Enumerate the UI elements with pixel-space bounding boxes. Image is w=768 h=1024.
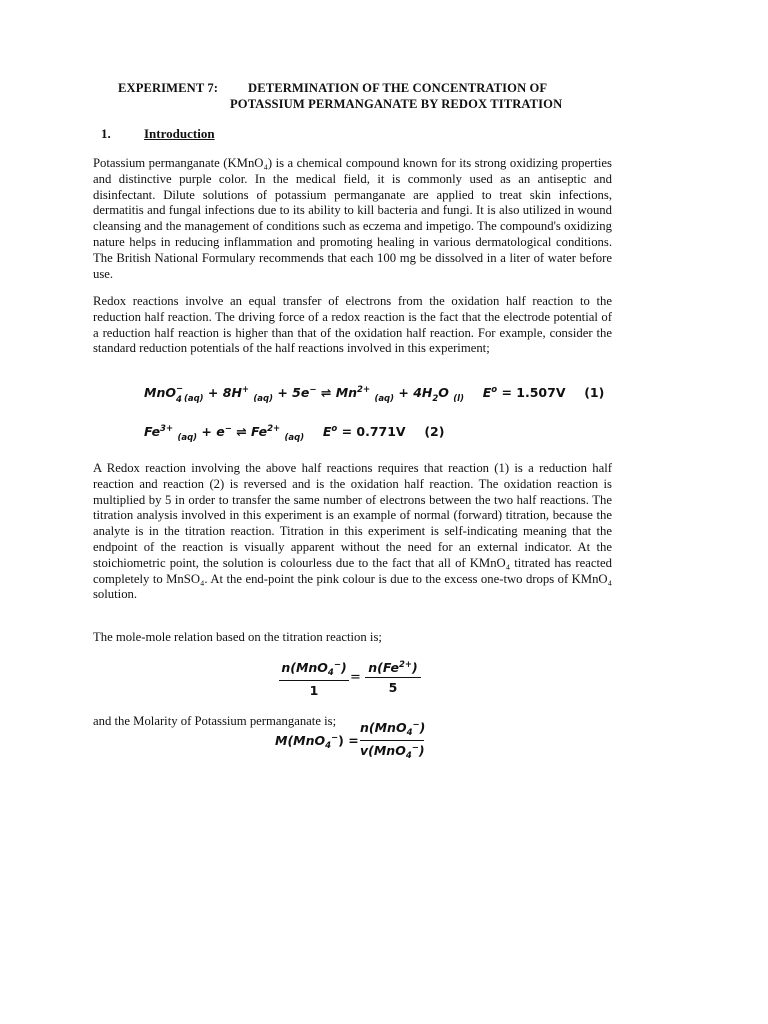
section-number: 1.	[101, 126, 111, 141]
eq1-arrow: ⇌	[320, 385, 332, 400]
title-text-2: POTASSIUM PERMANGANATE BY REDOX TITRATION	[230, 97, 563, 111]
equation-1	[144, 385, 604, 404]
f3-num-sub: 4	[406, 728, 413, 738]
eq1-e0-sup: o	[491, 385, 498, 395]
eq1-mno4-sub: 4	[175, 395, 182, 405]
m-lhs-a: M(MnO	[275, 733, 326, 748]
eq2-e0-sup: o	[331, 424, 338, 434]
f2-num-b: )	[412, 660, 418, 675]
f3-den-sup: −	[411, 743, 419, 753]
eq1-mno4-sup: −	[175, 384, 184, 394]
fraction-3-bar	[360, 740, 424, 741]
paragraph-molarity: and the Molarity of Potassium permanganate is;	[93, 714, 337, 728]
title-text-1: DETERMINATION OF THE CONCENTRATION OF	[248, 81, 548, 95]
fraction-2-numerator	[365, 660, 421, 675]
m-lhs-b: ) =	[338, 733, 359, 748]
f1-num-sub: 4	[327, 668, 334, 678]
fraction-3-denominator	[360, 743, 424, 761]
m-lhs-sup: −	[331, 733, 339, 743]
f3-den-b: )	[418, 743, 425, 758]
molarity-lhs	[275, 733, 359, 751]
f1-num-b: )	[340, 660, 347, 675]
section-label: Introduction	[144, 126, 215, 141]
f2-num-a: n(Fe	[368, 660, 399, 675]
eq1-e0: E	[482, 385, 492, 400]
eq1-o: O	[438, 385, 449, 400]
eq2-e-sup: −	[224, 424, 232, 434]
fraction-3-numerator	[360, 720, 424, 738]
fraction-n-mno4-over-1	[279, 660, 349, 698]
fraction-molarity	[360, 720, 424, 761]
eq1-aq-1: (aq)	[183, 394, 204, 404]
eq1-label: (1)	[584, 385, 605, 400]
eq2-fe2-sup: 2+	[267, 424, 281, 434]
eq1-aq-2: (aq)	[253, 394, 273, 404]
eq2-fe2: Fe	[251, 424, 268, 439]
eq2-aq-2: (aq)	[284, 433, 305, 443]
eq1-8h: + 8H	[207, 385, 242, 400]
eq2-aq-1: (aq)	[177, 433, 198, 443]
mole-relation-equals: =	[350, 670, 361, 685]
f3-num-b: )	[419, 720, 426, 735]
eq2-arrow: ⇌	[236, 424, 247, 439]
eq2-fe: Fe	[144, 424, 161, 439]
eq1-h2o-sub: 2	[432, 394, 439, 404]
fraction-1-denominator: 1	[309, 683, 319, 698]
eq2-fe-sup: 3+	[160, 424, 174, 434]
fraction-1-numerator	[279, 660, 349, 678]
m-lhs-sub: 4	[325, 741, 332, 751]
eq1-5e: + 5e	[277, 385, 310, 400]
f2-num-sup: 2+	[398, 660, 412, 670]
eq1-e-sup: −	[309, 385, 317, 395]
f1-num-a: n(MnO	[281, 660, 328, 675]
fraction-2-denominator: 5	[388, 680, 398, 695]
eq1-mn: Mn	[335, 385, 358, 400]
f1-num-sup: −	[333, 660, 341, 670]
f3-num-a: n(MnO	[360, 720, 407, 735]
f3-num-sup: −	[412, 720, 420, 730]
eq2-label: (2)	[424, 424, 445, 439]
f3-den-a: v(MnO	[360, 743, 406, 758]
experiment-number: EXPERIMENT 7:	[118, 81, 219, 95]
eq1-value: = 1.507V	[501, 385, 566, 400]
eq1-h-sup: +	[241, 385, 250, 395]
eq1-l: (l)	[453, 394, 464, 404]
eq1-mno4: MnO	[144, 385, 176, 400]
eq2-e0: E	[322, 424, 332, 439]
fraction-n-fe-over-5	[365, 660, 421, 695]
fraction-2-bar	[365, 677, 421, 678]
eq1-aq-3: (aq)	[374, 394, 395, 404]
equation-2	[144, 424, 444, 443]
eq2-e: + e	[201, 424, 225, 439]
paragraph-redox: Redox reactions involve an equal transfer of electrons from the oxidation half reaction to the reduction half reaction. The driving force of a redox reaction is the fact that the electrode potential of a reduction half reaction is higher than that of the oxidation half reaction. For example, consider the standard reduction potentials of the half reactions involved in this experiment;	[93, 294, 612, 356]
eq1-4h2o: + 4H	[398, 385, 433, 400]
f3-den-sub: 4	[405, 751, 412, 761]
paragraph-titration: A Redox reaction involving the above half reactions requires that reaction (1) is a reduction half reaction and reaction (2) is reversed and is the oxidation half reaction. The oxidation reaction is multiplied by 5 in order to transfer the same number of electrons between the two half reactions. The titration analysis involved in this experiment is an example of normal (forward) titration, because the analyte is in the titration reaction. Titration in this experiment is self-indicating meaning that the endpoint of the reaction is visually apparent without the need for an external indicator. At the stoichiometric point, the solution is colourless due to the fact that all of KMnO₄ titrated has reacted completely to MnSO₄. At the end-point the pink colour is due to the excess one-two drops of KMnO₄ solution.	[93, 461, 612, 602]
eq2-value: = 0.771V	[341, 424, 406, 439]
fraction-1-bar	[279, 680, 349, 681]
paragraph-mole-relation: The mole-mole relation based on the titration reaction is;	[93, 630, 382, 644]
paragraph-intro: Potassium permanganate (KMnO₄) is a chemical compound known for its strong oxidizing properties and distinctive purple color. In the medical field, it is commonly used as an antiseptic and disinfectant. Dilute solutions of potassium permanganate are applied to treat skin infections, dermatitis and fungal infections due to its ability to kill bacteria and fungi. It is also utilized in wound cleansing and the management of conditions such as eczema and impetigo. The compound's oxidizing nature helps in reducing inflammation and promoting healing in various dermatological conditions. The British National Formulary recommends that each 100 mg be dissolved in a liter of water before use.	[93, 156, 612, 281]
eq1-mn-sup: 2+	[357, 385, 371, 395]
